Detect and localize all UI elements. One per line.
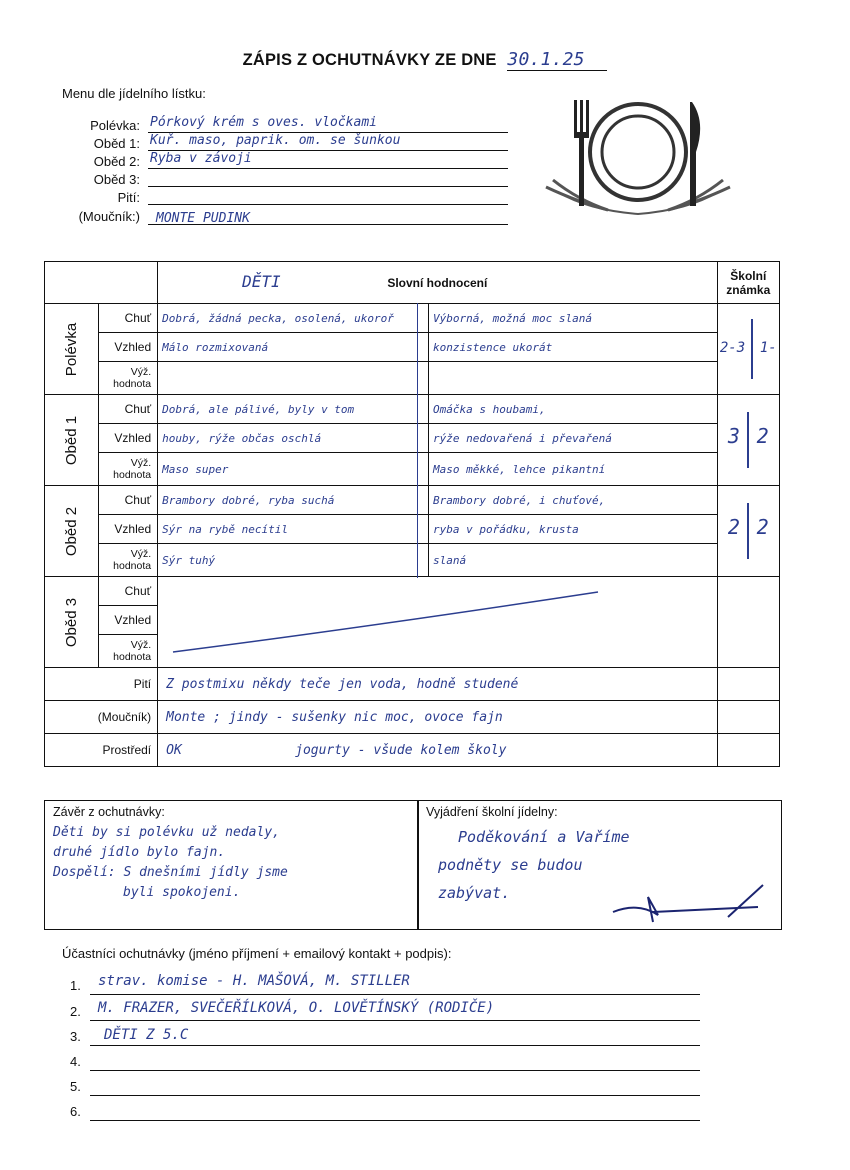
grade-divider [747, 412, 749, 468]
table-header-row [45, 262, 780, 304]
participants-label: Účastníci ochutnávky (jméno příjmení + emailový kontakt + podpis): [62, 946, 452, 961]
soup-taste-b: Výborná, možná moc slaná [429, 304, 718, 333]
header-grade: Školní známka [717, 262, 779, 304]
lunch2-look-a: Sýr na rybě necítil [158, 515, 429, 544]
title-text: ZÁPIS Z OCHUTNÁVKY ZE DNE [242, 51, 497, 69]
grade-divider [747, 503, 749, 559]
menu-line [148, 168, 508, 169]
row-label: Vzhled [99, 333, 158, 362]
participant-num: 6. [70, 1104, 81, 1119]
row-label: Výž. hodnota [99, 362, 158, 395]
lunch2-taste-a: Brambory dobré, ryba suchá [158, 486, 429, 515]
table-row [45, 453, 780, 486]
column-divider [417, 303, 418, 578]
table-row [45, 577, 780, 606]
soup-look-a: Málo rozmixovaná [158, 333, 429, 362]
menu-label-dessert: (Moučník:) [78, 209, 140, 224]
section-label: Polévka [63, 322, 81, 376]
participant-num: 2. [70, 1004, 81, 1019]
lunch3-cancelled [158, 577, 717, 668]
grade-b: 1- [759, 340, 777, 357]
evaluation-table [44, 261, 780, 767]
row-label: Výž. hodnota [99, 544, 158, 577]
row-label: Vzhled [99, 424, 158, 453]
env-value-b: jogurty - všude kolem školy [295, 742, 507, 758]
menu-label-lunch3: Oběd 3: [93, 172, 140, 187]
conclusion-label: Závěr z ochutnávky: [53, 805, 165, 819]
plate-cutlery-icon [538, 92, 738, 222]
drink-grade [717, 668, 779, 701]
section-label: Oběd 1 [63, 415, 81, 465]
date-field: 30.1.25 [507, 49, 607, 71]
menu-label-lunch1: Oběd 1: [93, 136, 140, 151]
grade-b: 2 [756, 515, 769, 540]
row-label: Chuť [99, 304, 158, 333]
lunch1-nutrition-a: Maso super [158, 453, 429, 486]
table-row [45, 515, 780, 544]
strike-line [168, 587, 608, 657]
section-lunch3 [45, 577, 99, 668]
menu-line [148, 186, 508, 187]
section-lunch2 [45, 486, 99, 577]
table-row [45, 395, 780, 424]
env-label: Prostředí [45, 734, 158, 767]
lunch2-nutrition-b: slaná [429, 544, 718, 577]
participant-line [90, 1020, 700, 1021]
lunch1-nutrition-b: Maso měkké, lehce pikantní [429, 453, 718, 486]
menu-value-soup: Pórkový krém s oves. vločkami [150, 115, 377, 130]
table-row [45, 304, 780, 333]
participant-line [90, 1120, 700, 1121]
conclusion-line: Děti by si polévku už nedaly, [53, 825, 280, 840]
dessert-grade [717, 701, 779, 734]
table-row [45, 362, 780, 395]
section-label: Oběd 2 [63, 506, 81, 556]
section-soup [45, 304, 99, 395]
participant-text: DĚTI Z 5.C [104, 1027, 189, 1043]
soup-nutrition-a [158, 362, 429, 395]
env-grade [717, 734, 779, 767]
row-label: Výž. hodnota [99, 453, 158, 486]
participant-line [90, 1045, 700, 1046]
soup-nutrition-b [429, 362, 718, 395]
header-eval: Slovní hodnocení [387, 275, 488, 290]
conclusion-line: Dospělí: S dnešními jídly jsme [53, 865, 288, 880]
participant-num: 4. [70, 1054, 81, 1069]
conclusion-line: byli spokojeni. [123, 885, 241, 900]
participant-num: 3. [70, 1029, 81, 1044]
participant-line [90, 1095, 700, 1096]
table-row [45, 486, 780, 515]
table-row [45, 333, 780, 362]
table-row [45, 734, 780, 767]
lunch1-taste-a: Dobrá, ale pálivé, byly v tom [158, 395, 429, 424]
grade-divider [751, 319, 753, 379]
table-row [45, 544, 780, 577]
menu-value-lunch2: Ryba v závoji [150, 151, 252, 166]
lunch1-look-b: rýže nedovařená i převařená [429, 424, 718, 453]
participant-num: 1. [70, 978, 81, 993]
participant-text: M. FRAZER, SVEČEŘÍLKOVÁ, O. LOVĚTÍNSKÝ (RODIČE) [98, 1000, 495, 1016]
canteen-line: Poděkování a Vaříme [458, 828, 630, 846]
conclusion-box [44, 800, 419, 930]
lunch2-nutrition-a: Sýr tuhý [158, 544, 429, 577]
canteen-line: podněty se budou [438, 856, 583, 874]
menu-line [148, 204, 508, 205]
drink-label: Pití [45, 668, 158, 701]
grade-a: 2-3 [719, 340, 746, 357]
dessert-label: (Moučník) [45, 701, 158, 734]
page-title [0, 49, 850, 71]
grade-a: 2 [727, 515, 740, 540]
row-label: Chuť [99, 395, 158, 424]
participant-line [90, 1070, 700, 1071]
row-label: Vzhled [99, 606, 158, 635]
menu-value-lunch1: Kuř. maso, paprik. om. se šunkou [150, 133, 401, 148]
grade-b: 2 [756, 424, 769, 449]
row-label: Výž. hodnota [99, 635, 158, 668]
soup-taste-a: Dobrá, žádná pecka, osolená, ukoroř [158, 304, 429, 333]
table-row [45, 668, 780, 701]
signature-icon [608, 877, 768, 927]
conclusion-line: druhé jídlo bylo fajn. [53, 845, 226, 860]
menu-value-dessert: MONTE PUDINK [156, 211, 250, 226]
soup-grade [717, 304, 779, 395]
menu-heading: Menu dle jídelního lístku: [62, 86, 206, 101]
lunch3-grade [717, 577, 779, 668]
row-label: Chuť [99, 577, 158, 606]
lunch2-taste-b: Brambory dobré, i chuťové, [429, 486, 718, 515]
section-lunch1 [45, 395, 99, 486]
grade-a: 3 [727, 424, 740, 449]
drink-value: Z postmixu někdy teče jen voda, hodně studené [158, 668, 717, 701]
lunch2-grade [717, 486, 779, 577]
soup-look-b: konzistence ukorát [429, 333, 718, 362]
participant-num: 5. [70, 1079, 81, 1094]
env-value-a: OK [166, 742, 182, 758]
lunch1-taste-b: Omáčka s houbami, [429, 395, 718, 424]
env-value [158, 734, 717, 767]
conclusion-text [45, 823, 418, 903]
table-row [45, 701, 780, 734]
menu-label-lunch2: Oběd 2: [93, 154, 140, 169]
participant-line [90, 994, 700, 995]
menu-label-drink: Pití: [117, 190, 140, 205]
lunch1-grade [717, 395, 779, 486]
dessert-value: Monte ; jindy - sušenky nic moc, ovoce fajn [158, 701, 717, 734]
table-row [45, 424, 780, 453]
section-label: Oběd 3 [63, 597, 81, 647]
canteen-box [417, 800, 782, 930]
row-label: Chuť [99, 486, 158, 515]
canteen-line: zabývat. [438, 884, 511, 902]
lunch1-look-a: houby, rýže občas oschlá [158, 424, 429, 453]
canteen-label: Vyjádření školní jídelny: [426, 805, 558, 819]
lunch2-look-b: ryba v pořádku, krusta [429, 515, 718, 544]
participant-text: strav. komise - H. MAŠOVÁ, M. STILLER [98, 973, 410, 989]
menu-label-soup: Polévka: [90, 118, 140, 133]
header-children: DĚTI [242, 272, 281, 291]
row-label: Vzhled [99, 515, 158, 544]
